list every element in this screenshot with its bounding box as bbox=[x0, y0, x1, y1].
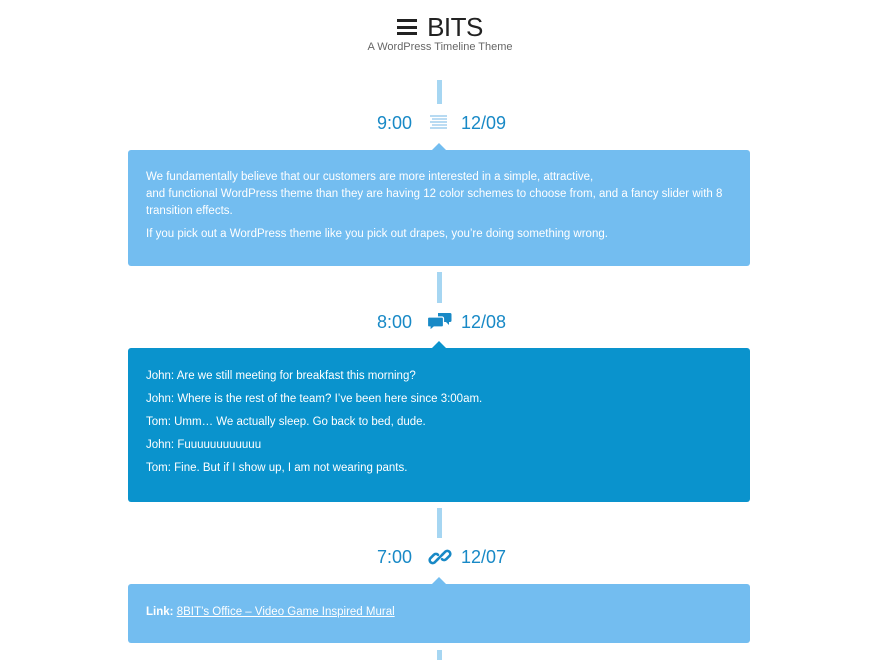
chat-line: John: Are we still meeting for breakfast this morning? bbox=[146, 370, 416, 382]
post-card-standard bbox=[128, 150, 750, 266]
site-title[interactable]: BITS bbox=[427, 12, 483, 42]
timeline-line bbox=[437, 650, 442, 660]
post-link[interactable]: 8BIT’s Office – Video Game Inspired Mural bbox=[176, 606, 395, 618]
site-tagline: A WordPress Timeline Theme bbox=[367, 41, 513, 53]
site-header bbox=[0, 0, 880, 62]
link-label: Link: bbox=[146, 606, 174, 618]
chat-line: Tom: Umm… We actually sleep. Go back to bed, dude. bbox=[146, 416, 426, 428]
link-line bbox=[146, 604, 732, 621]
post-time[interactable]: 9:00 bbox=[376, 113, 412, 133]
post-date[interactable]: 12/09 bbox=[461, 113, 507, 133]
chat-line: John: Where is the rest of the team? I’ve been here since 3:00am. bbox=[146, 393, 483, 405]
logo-row bbox=[0, 14, 880, 40]
post-meta bbox=[0, 110, 880, 140]
post-meta bbox=[0, 309, 880, 339]
post-paragraph: If you pick out a WordPress theme like you pick out drapes, you’re doing something wrong. bbox=[146, 228, 608, 240]
chat-line: John: Fuuuuuuuuuuuu bbox=[146, 439, 262, 451]
post-time[interactable]: 8:00 bbox=[376, 312, 412, 332]
timeline-line bbox=[437, 272, 442, 303]
timeline-line bbox=[437, 508, 442, 538]
menu-icon[interactable] bbox=[397, 19, 417, 35]
post-date[interactable]: 12/07 bbox=[461, 547, 507, 567]
post-card-link bbox=[128, 584, 750, 643]
text-lines-icon[interactable] bbox=[427, 110, 453, 136]
timeline-line bbox=[437, 80, 442, 104]
chain-link-icon[interactable] bbox=[427, 544, 453, 570]
post-paragraph: We fundamentally believe that our customers are more interested in a simple, attractive, bbox=[146, 171, 594, 183]
post-paragraph: and functional WordPress theme than they are having 12 color schemes to choose from, and a fancy slider with 8 transition effects. bbox=[146, 188, 723, 217]
post-time[interactable]: 7:00 bbox=[376, 547, 412, 567]
chat-line: Tom: Fine. But if I show up, I am not wearing pants. bbox=[146, 462, 408, 474]
post-date[interactable]: 12/08 bbox=[461, 312, 507, 332]
chat-bubbles-icon[interactable] bbox=[427, 309, 453, 335]
post-card-chat bbox=[128, 348, 750, 502]
post-meta bbox=[0, 544, 880, 574]
